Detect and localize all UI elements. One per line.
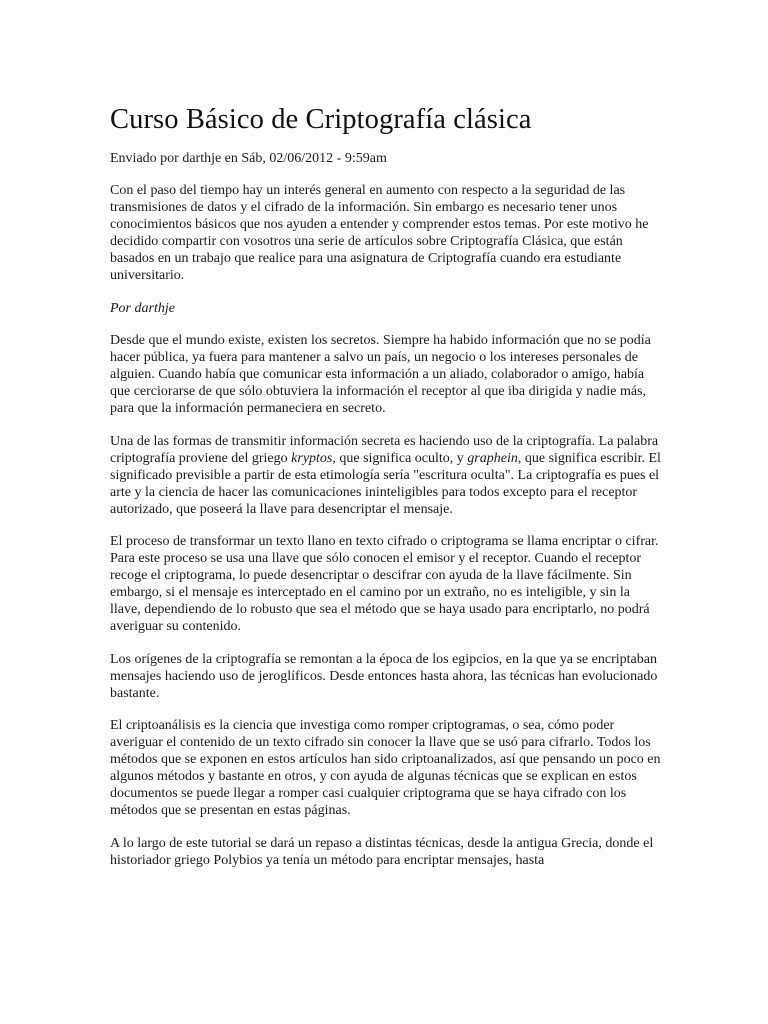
intro-paragraph: Con el paso del tiempo hay un interés general en aumento con respecto a la seguridad de las transmisiones de datos y el cifrado de la información. Sin embargo es necesario tener unos conocimientos básicos que nos ayuden a entender y comprender estos temas. Por este motivo he decidido compartir con vosotros una serie de artículos sobre Criptografía Clásica, que están basados en un trabajo que realice para una asignatura de Criptografía cuando era estudiante universitario.: [110, 183, 649, 283]
paragraph-etymology: [110, 433, 662, 518]
word-kryptos: kryptos: [291, 450, 333, 466]
article-meta: Enviado por darthje en Sáb, 02/06/2012 - 9:59am: [110, 151, 387, 166]
paragraph-tutorial: A lo largo de este tutorial se dará un repaso a distintas técnicas, desde la antigua Grecia, donde el historiador griego Polybios ya tenía un método para encriptar mensajes, hasta: [110, 835, 654, 868]
paragraph-cryptanalysis: El criptoanálisis es la ciencia que investiga como romper criptogramas, o sea, cómo poder averiguar el contenido de un texto cifrado sin conocer la llave que se usó para cifrarlo. Todos los métodos que se exponen en estos artículos han sido criptoanalizados, así que pensando un poco en algunos métodos y bastante en otros, y con ayuda de algunas técnicas que se explican en estos documentos se puede llegar a romper casi cualquier criptograma que se haya cifrado con los métodos que se presentan en estas páginas.: [110, 718, 661, 818]
paragraph-origins: Los orígenes de la criptografía se remontan a la época de los egipcios, en la que ya se encriptaban mensajes haciendo uso de jeroglíficos. Desde entonces hasta ahora, las técnicas han evolucionado bastante.: [110, 651, 658, 701]
etymology-text-c: , que significa escribir. El significado previsible a partir de esta etimología sería "escritura oculta". La criptografía es pues el arte y la ciencia de hacer las comunicaciones ininteligibles para todos excepto para el receptor autorizado, que poseerá la llave para desencriptar el mensaje.: [110, 450, 661, 517]
paragraph-secrets: Desde que el mundo existe, existen los secretos. Siempre ha habido información que no se podía hacer pública, ya fuera para mantener a salvo un país, un negocio o los intereses personales de alguien. Cuando había que comunicar esta información a un aliado, colaborador o amigo, había que cerciorarse de que sólo obtuviera la información el receptor al que iba dirigida y nadie más, para que la información permaneciera en secreto.: [110, 333, 651, 416]
paragraph-encryption: El proceso de transformar un texto llano en texto cifrado o criptograma se llama encriptar o cifrar. Para este proceso se usa una llave que sólo conocen el emisor y el receptor. Cuando el receptor recoge el criptograma, lo puede desencriptar o descifrar con ayuda de la llave fácilmente. Sin embargo, si el mensaje es interceptado en el camino por un extraño, no es inteligible, y sin la llave, dependiendo de lo robusto que sea el método que se haya usado para encriptarlo, no podrá averiguar su contenido.: [110, 534, 659, 634]
article-title: Curso Básico de Criptografía clásica: [110, 104, 532, 135]
etymology-text-b: , que significa oculto, y: [332, 450, 468, 466]
word-graphein: graphein: [467, 450, 518, 466]
document-page: [110, 100, 662, 884]
etymology-text-a: Una de las formas de transmitir información secreta es haciendo uso de la criptografía. La palabra criptografía proviene del griego: [110, 433, 659, 466]
author-byline: Por darthje: [110, 300, 175, 316]
